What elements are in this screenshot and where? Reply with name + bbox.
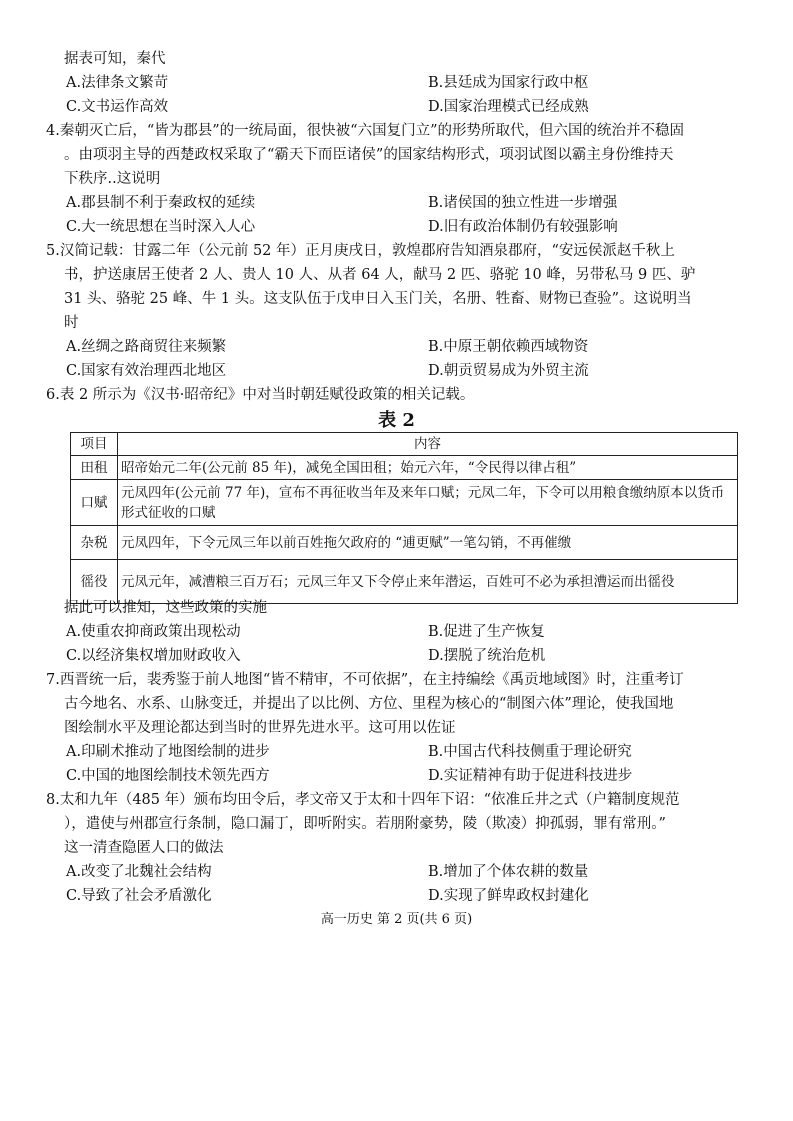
table-row xyxy=(71,526,738,560)
q4-stem-line-2: 。由项羽主导的西楚政权采取了“霸天下而臣诸侯”的国家结构形式，项羽试图以霸主身份维持天 xyxy=(64,147,674,163)
q3-option-b: B.县廷成为国家行政中枢 xyxy=(428,75,589,91)
page-footer: 高一历史 第 2 页(共 6 页) xyxy=(320,912,473,927)
table-header-row xyxy=(71,433,738,456)
q5-stem-line-2: 书，护送康居王使者 2 人、贵人 10 人、从者 64 人，献马 2 匹、骆驼 10 峰，另带私马 9 匹、驴 xyxy=(64,267,696,283)
q3-option-a: A.法律条文繁苛 xyxy=(66,75,169,91)
q5-option-c: C.国家有效治理西北地区 xyxy=(66,363,227,379)
q7-option-a: A.印刷术推动了地图绘制的进步 xyxy=(66,744,270,760)
q8-option-d: D.实现了鲜卑政权封建化 xyxy=(428,888,589,904)
q5-stem-line-3: 31 头、骆驼 25 峰、牛 1 头。这支队伍于戊申日入玉门关，名册、牲畜、财物已查验”。这说明当 xyxy=(64,291,692,307)
table-row-item: 杂税 xyxy=(71,526,118,560)
table-2 xyxy=(70,432,738,604)
table-row-content: 元凤四年，下令元凤三年以前百姓拖欠政府的 “逋更赋”一笔勾销，不再催缴 xyxy=(118,526,738,560)
table-row xyxy=(71,480,738,526)
q6-intro: 6.表 2 所示为《汉书·昭帝纪》中对当时朝廷赋役政策的相关记载。 xyxy=(46,387,475,403)
q8-stem-line-2: ），遣使与州郡宣行条制，隐口漏丁，即听附实。若朋附豪势，陵（欺凌）抑孤弱，罪有常刑。” xyxy=(64,816,666,832)
q3-option-c: C.文书运作高效 xyxy=(66,99,169,115)
q3-stem-tail: 据表可知，秦代 xyxy=(64,51,166,67)
q6-option-b: B.促进了生产恢复 xyxy=(428,624,545,640)
table-row-item: 口赋 xyxy=(71,480,118,526)
q8-option-c: C.导致了社会矛盾激化 xyxy=(66,888,212,904)
q7-option-c: C.中国的地图绘制技术领先西方 xyxy=(66,768,270,784)
q6-option-d: D.摆脱了统治危机 xyxy=(428,648,546,664)
q4-option-d: D.旧有政治体制仍有较强影响 xyxy=(428,219,618,235)
table-row-item: 田租 xyxy=(71,456,118,480)
q6-stem-tail: 据此可以推知，这些政策的实施 xyxy=(64,600,267,616)
table-row-content: 昭帝始元二年(公元前 85 年)，减免全国田租；始元六年，“令民得以律占租” xyxy=(118,456,738,480)
q4-stem-line-3: 下秩序..这说明 xyxy=(64,171,161,187)
q5-option-d: D.朝贡贸易成为外贸主流 xyxy=(428,363,589,379)
q5-stem-line-4: 时 xyxy=(64,315,79,331)
q7-stem-line-1: 7.西晋统一后，裴秀鉴于前人地图“皆不精审，不可依据”，在主持编绘《禹贡地域图》时，注重考订 xyxy=(46,672,684,688)
q4-option-a: A.郡县制不利于秦政权的延续 xyxy=(66,195,256,211)
q6-option-c: C.以经济集权增加财政收入 xyxy=(66,648,241,664)
q8-option-a: A.改变了北魏社会结构 xyxy=(66,864,212,880)
q7-option-b: B.中国古代科技侧重于理论研究 xyxy=(428,744,632,760)
q8-stem-line-3: 这一清查隐匿人口的做法 xyxy=(64,840,224,856)
table-header-content: 内容 xyxy=(118,433,738,456)
q5-option-b: B.中原王朝依赖西域物资 xyxy=(428,339,589,355)
q3-option-d: D.国家治理模式已经成熟 xyxy=(428,99,589,115)
table-row xyxy=(71,456,738,480)
q4-option-c: C.大一统思想在当时深入人心 xyxy=(66,219,256,235)
table-row-item: 徭役 xyxy=(71,560,118,604)
table-row-content: 元凤四年(公元前 77 年)，宣布不再征收当年及来年口赋；元凤二年，下令可以用粮食缴纳原本以货币形式征收的口赋 xyxy=(118,480,738,526)
table-row-content: 元凤元年，减漕粮三百万石；元凤三年又下令停止来年潜运，百姓可不必为承担漕运而出徭役 xyxy=(118,560,738,604)
table-header-item: 项目 xyxy=(71,433,118,456)
q4-stem-line-1: 4.秦朝灭亡后，“皆为郡县”的一统局面，很快被“六国复门立”的形势所取代，但六国的统治并不稳固 xyxy=(46,123,684,139)
q6-option-a: A.使重农抑商政策出现松动 xyxy=(66,624,241,640)
q8-option-b: B.增加了个体农耕的数量 xyxy=(428,864,589,880)
table-2-title: 表 2 xyxy=(378,410,415,431)
q5-option-a: A.丝绸之路商贸往来频繁 xyxy=(66,339,227,355)
q5-stem-line-1: 5.汉简记载：甘露二年（公元前 52 年）正月庚戌日，敦煌郡府告知酒泉郡府，“安远侯派赵千秋上 xyxy=(46,243,675,259)
q7-stem-line-2: 古今地名、水系、山脉变迁，并提出了以比例、方位、里程为核心的“制图六体”理论，使我国地 xyxy=(64,696,674,712)
q7-option-d: D.实证精神有助于促进科技进步 xyxy=(428,768,633,784)
q7-stem-line-3: 图绘制水平及理论都达到当时的世界先进水平。这可用以佐证 xyxy=(64,720,456,736)
q4-option-b: B.诸侯国的独立性进一步增强 xyxy=(428,195,618,211)
q8-stem-line-1: 8.太和九年（485 年）颁布均田令后，孝文帝又于太和十四年下诏：“依准丘井之式（户籍制度规范 xyxy=(46,792,680,808)
